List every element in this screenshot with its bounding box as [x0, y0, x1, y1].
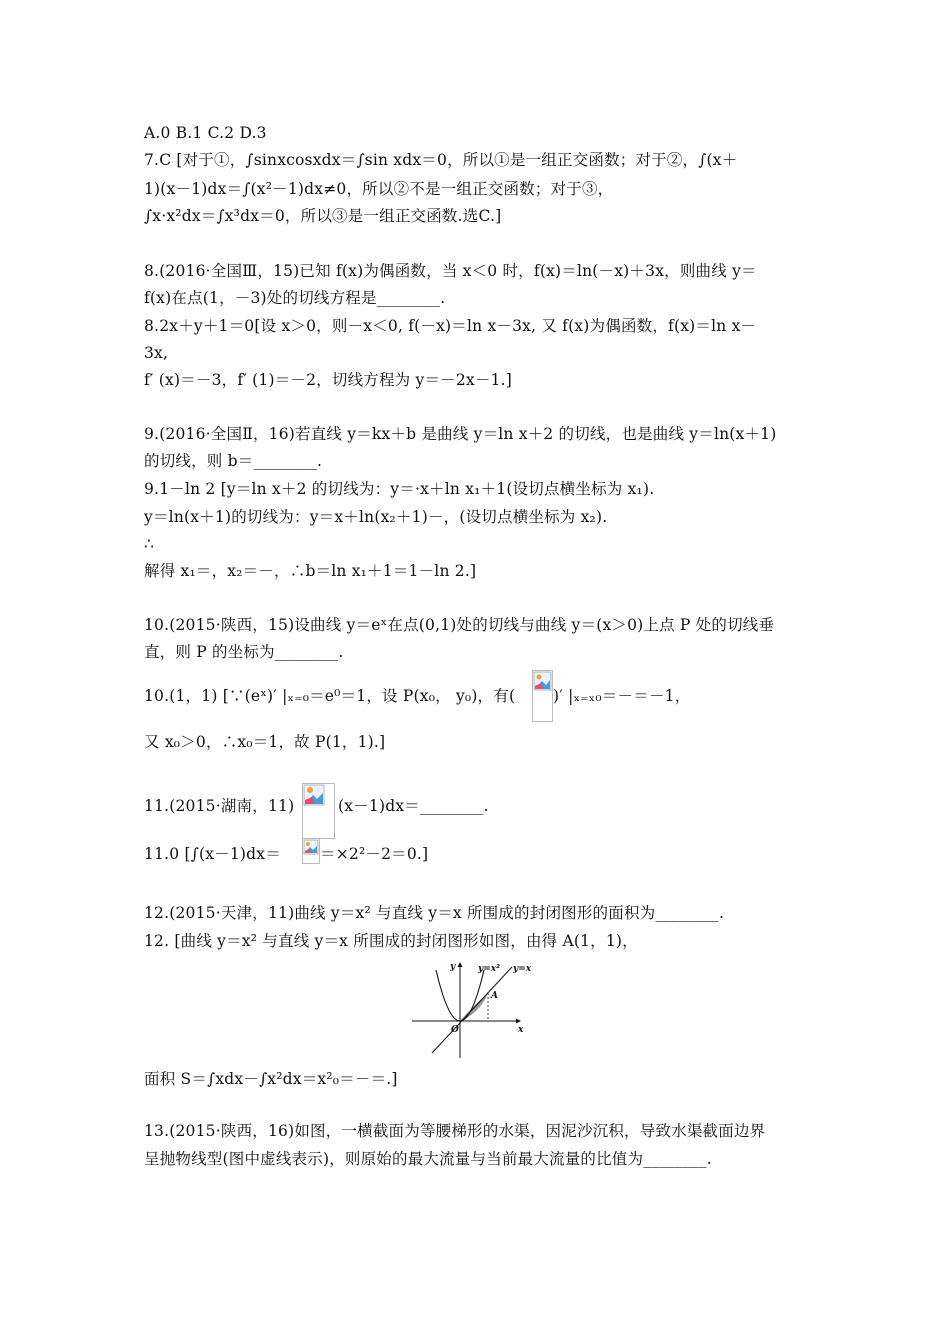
label-a: A	[491, 991, 498, 1001]
q10-line1: 10.(2015·陕西，15)设曲线 y＝eˣ在点(0,1)处的切线与曲线 y＝(x＞0)上点 P 处的切线垂	[144, 616, 775, 634]
a11-line1a: 11.0 [∫(x－1)dx＝	[144, 845, 281, 863]
q11-line1b: (x－1)dx＝________.	[338, 797, 489, 815]
broken-image-icon	[303, 784, 325, 806]
parabola-line-graph	[408, 958, 540, 1060]
broken-image-icon	[533, 671, 552, 691]
q9-line2: 的切线，则 b＝________.	[144, 452, 323, 470]
q12-line1: 12.(2015·天津，11)曲线 y＝x² 与直线 y＝x 所围成的封闭图形的面积为________.	[144, 904, 725, 922]
a10-line1a: 10.(1，1) [∵(eˣ)′ |ₓ₌₀＝e⁰＝1，设 P(x₀， y₀)，有(	[144, 687, 516, 705]
a9-line2: y＝ln(x＋1)的切线为：y＝x＋ln(x₂＋1)－，(设切点横坐标为 x₂).	[144, 508, 608, 526]
q13-line1: 13.(2015·陕西，16)如图，一横截面为等腰梯形的水渠，因泥沙沉积，导致水渠截面边界	[144, 1122, 766, 1140]
a8-line2: 3x,	[144, 344, 169, 362]
x-axis-arrow	[516, 1019, 521, 1024]
broken-image-icon	[303, 839, 319, 855]
a8-line3: f′ (x)＝－3，f′ (1)＝－2，切线方程为 y＝－2x－1.]	[144, 371, 513, 389]
a10-line1b: )′ |ₓ₌ₓ₀＝－＝－1，	[553, 687, 691, 705]
a11-line1b: ＝×2²－2＝0.]	[320, 845, 429, 863]
q8-line1: 8.(2016·全国Ⅲ，15)已知 f(x)为偶函数，当 x＜0 时，f(x)＝ln(－x)＋3x，则曲线 y＝	[144, 262, 757, 280]
a10-line2: 又 x₀＞0，∴x₀＝1，故 P(1，1).]	[144, 733, 386, 751]
antiderivative-image-placeholder	[302, 838, 320, 864]
a9-line1: 9.1－ln 2 [y＝ln x＋2 的切线为：y＝·x＋ln x₁＋1(设切点横坐标为 x₁).	[144, 480, 655, 498]
label-o: O	[451, 1025, 459, 1035]
formula-image-placeholder	[532, 670, 553, 722]
label-x: x	[518, 1025, 524, 1035]
q11-line1a: 11.(2015·湖南，11)	[144, 797, 295, 815]
a7-line2: 1)(x－1)dx＝∫(x²－1)dx≠0，所以②不是一组正交函数；对于③，	[144, 180, 614, 198]
label-y: y	[450, 962, 456, 972]
label-line: y=x	[513, 964, 532, 974]
q8-line2: f(x)在点(1，－3)处的切线方程是________.	[144, 289, 446, 307]
a8-line1: 8.2x＋y＋1＝0[设 x＞0，则－x＜0, f(－x)＝ln x－3x, 又 f(x)为偶函数，f(x)＝ln x－	[144, 317, 757, 335]
label-curve: y=x²	[478, 964, 501, 974]
integral-image-placeholder	[302, 783, 335, 839]
q10-line2: 直，则 P 的坐标为________.	[144, 643, 344, 661]
a9-line4: 解得 x₁＝，x₂＝－，∴b＝ln x₁＋1＝1－ln 2.]	[144, 562, 477, 580]
a12-line1: 12. [曲线 y＝x² 与直线 y＝x 所围成的封闭图形如图，由得 A(1，1)，	[144, 932, 638, 950]
a12-line2: 面积 S＝∫xdx－∫x²dx＝x²₀＝－＝.]	[144, 1070, 398, 1088]
q6-options: A.0 B.1 C.2 D.3	[144, 124, 267, 142]
a7-line3: ∫x·x²dx＝∫x³dx＝0，所以③是一组正交函数.选C.]	[144, 207, 502, 225]
line-y-equals-x	[432, 967, 512, 1053]
y-axis-arrow	[458, 962, 463, 967]
q13-line2: 呈抛物线型(图中虚线表示)，则原始的最大流量与当前最大流量的比值为________.	[144, 1150, 712, 1168]
a7-line1: 7.C [对于①，∫sinxcosxdx＝∫sin xdx＝0，所以①是一组正交函数；对于②，∫(x＋	[144, 151, 738, 169]
a9-line3: ∴	[144, 535, 155, 553]
q9-line1: 9.(2016·全国Ⅱ，16)若直线 y＝kx＋b 是曲线 y＝ln x＋2 的切线，也是曲线 y＝ln(x＋1)	[144, 425, 777, 443]
